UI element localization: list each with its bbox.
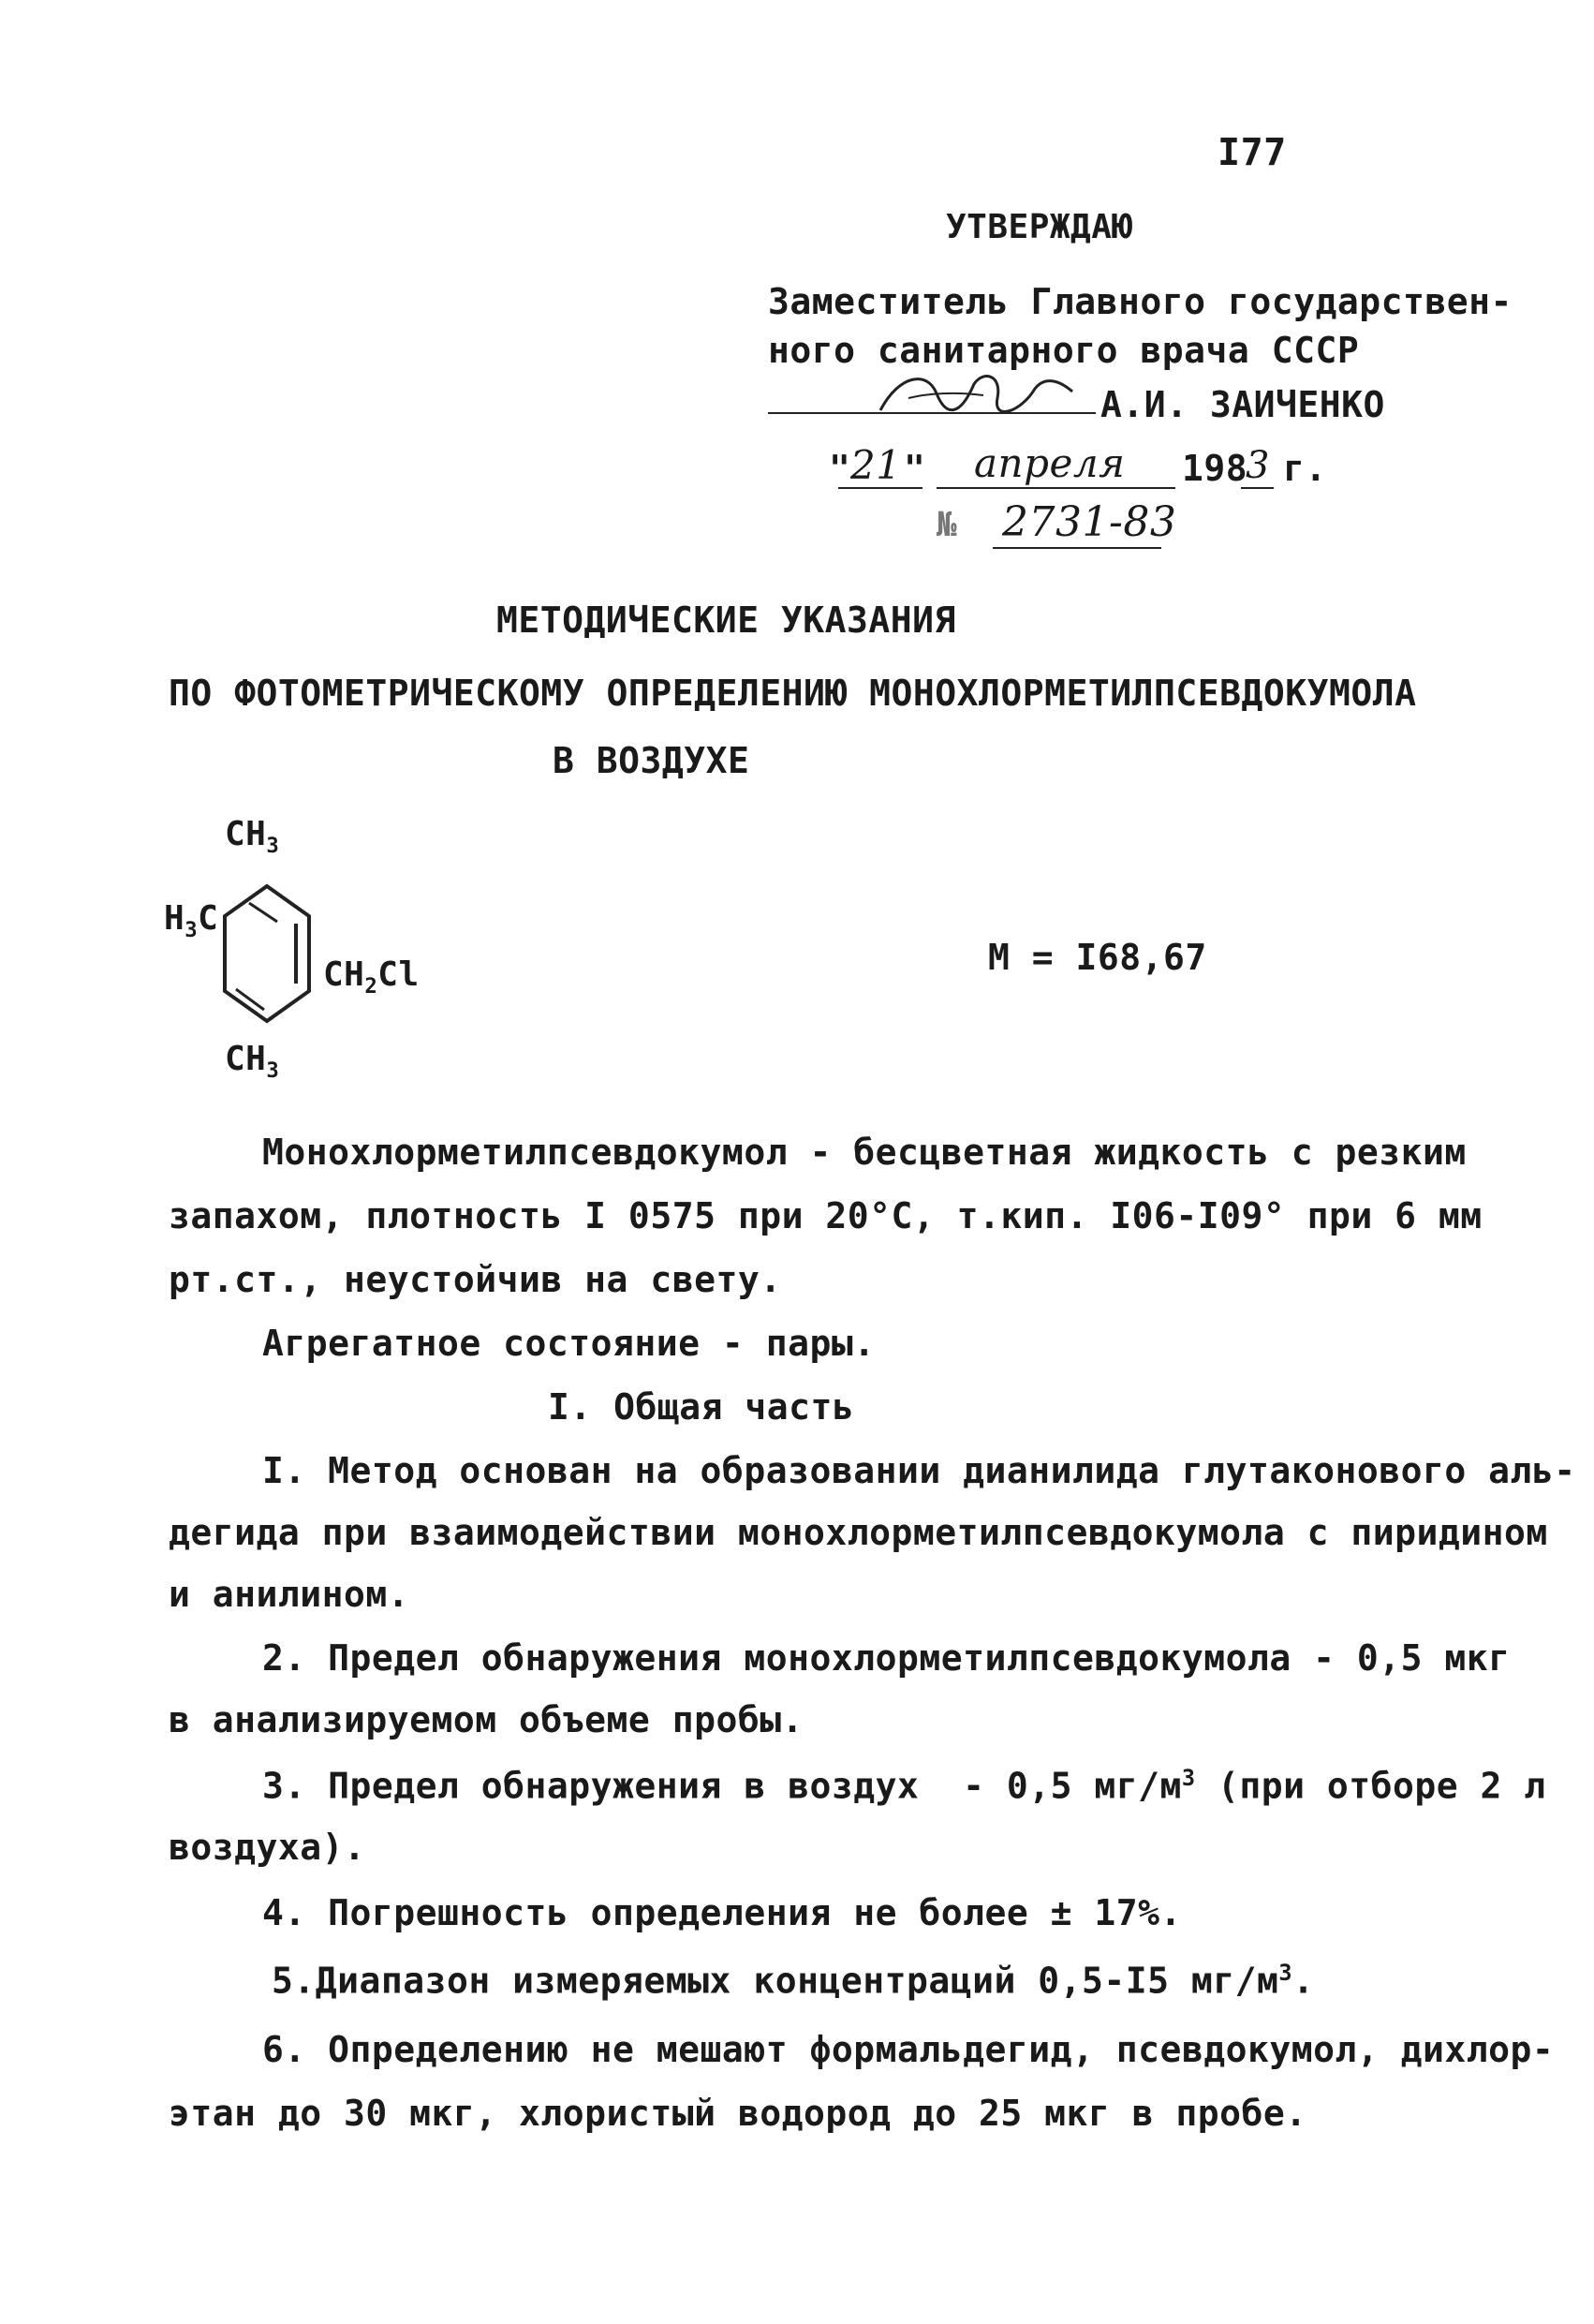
date-day: 21 (850, 442, 902, 488)
date-month-underline (937, 487, 1175, 489)
item-1-line-3: и анилином. (169, 1574, 410, 1615)
benzene-ring (215, 879, 318, 1038)
date-year-suffix: 3 (1246, 444, 1270, 487)
doc-number-underline (993, 547, 1161, 549)
formula-top-group: $CH_3$ (225, 815, 280, 859)
item-1-line-2: дегида при взаимодействии монохлорметилпсевдокумола с пиридином (169, 1512, 1548, 1553)
doc-number: 2731-83 (1002, 498, 1177, 546)
approval-line-1: Заместитель Главного государствен- (768, 281, 1513, 322)
section-heading: I. Общая часть (548, 1386, 855, 1428)
date-year-end: г. (1283, 448, 1327, 489)
aggregate-state: Агрегатное состояние - пары. (262, 1323, 876, 1364)
date-year-underline (1241, 487, 1274, 489)
handwritten-signature (871, 365, 1086, 422)
approval-signatory: А.И. ЗАИЧЕНКО (1100, 384, 1385, 425)
item-6-line-2: этан до 30 мкг, хлористый водород до 25 мкг в пробе. (169, 2093, 1307, 2134)
date-open-quote: " (829, 448, 851, 489)
item-2-line-2: в анализируемом объеме пробы. (169, 1699, 804, 1740)
item-4-line-1: 4. Погрешность определения не более ± 17%. (262, 1892, 1182, 1933)
formula-bottom-group: $CH_3$ (225, 1040, 280, 1084)
formula-right-group: $CH_2Cl$ (323, 955, 420, 999)
item-1-line-1: I. Метод основан на образовании дианилида глутаконового аль- (262, 1450, 1576, 1491)
title-line-2: ПО ФОТОМЕТРИЧЕСКОМУ ОПРЕДЕЛЕНИЮ МОНОХЛОРМЕТИЛПСЕВДОКУМОЛА (169, 673, 1417, 714)
title-line-1: МЕТОДИЧЕСКИЕ УКАЗАНИЯ (496, 600, 956, 641)
date-day-underline (838, 487, 922, 489)
item-6-line-1: 6. Определению не мешают формальдегид, псевдокумол, дихлор- (262, 2029, 1555, 2070)
item-3-line-1: 3. Предел обнаружения в воздух - 0,5 $мг/м^3$ (при отборе 2 л (262, 1765, 1546, 1807)
formula-left-group: $H_3C$ (164, 899, 219, 943)
item-2-line-1: 2. Предел обнаружения монохлорметилпсевдокумола - 0,5 мкг (262, 1637, 1511, 1679)
approval-heading: УТВЕРЖДАЮ (946, 208, 1133, 246)
date-month: апреля (974, 440, 1126, 486)
item-5-line-1: 5.Диапазон измеряемых концентраций 0,5-I5 $мг/м^3$. (272, 1960, 1315, 2002)
item-3-line-2: воздуха). (169, 1827, 366, 1868)
page-number: I77 (1218, 131, 1287, 174)
doc-number-prefix: № (937, 506, 958, 544)
approval-line-2: ного санитарного врача СССР (768, 330, 1360, 371)
date-year-prefix: 198 (1182, 448, 1248, 489)
description-line-3: рт.ст., неустойчив на свету. (169, 1259, 782, 1300)
description-line-1: Монохлорметилпсевдокумол - бесцветная жидкость с резким (262, 1132, 1467, 1173)
title-line-3: В ВОЗДУХЕ (553, 740, 750, 781)
molar-mass: М = I68,67 (988, 937, 1207, 978)
date-close-quote: " (904, 448, 926, 489)
description-line-2: запахом, плотность I 0575 при 20°С, т.кип. I06-I09° при 6 мм (169, 1195, 1483, 1236)
